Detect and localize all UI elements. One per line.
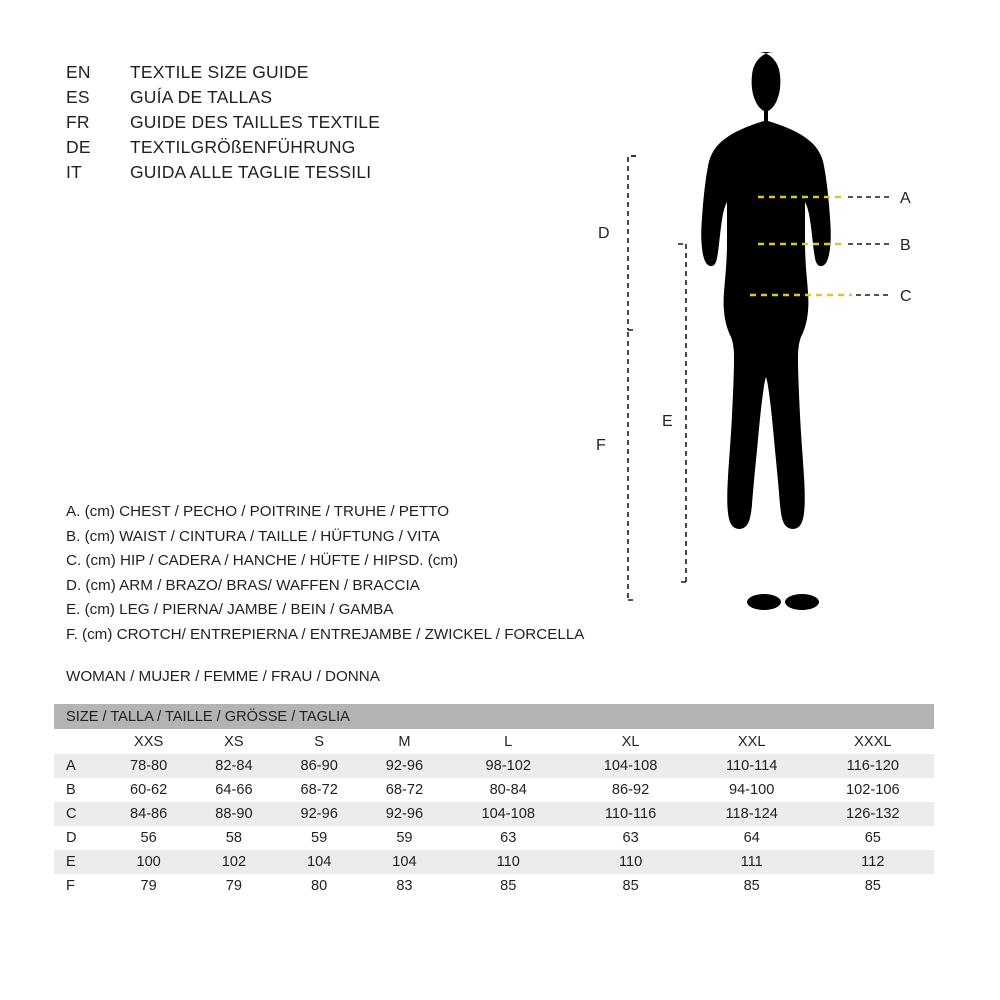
table-header-label: SIZE / TALLA / TAILLE / GRÖSSE / TAGLIA — [54, 704, 934, 729]
cell-d-xxxl: 65 — [864, 830, 881, 846]
cell-b-xl: 86-92 — [611, 782, 650, 798]
cell-f-xl: 85 — [622, 878, 639, 894]
legend-item-d: D. (cm) ARM / BRAZO/ BRAS/ WAFFEN / BRACCIA — [66, 576, 420, 594]
cell-d-xxs: 56 — [140, 830, 157, 846]
cell-b-xs: 64-66 — [215, 782, 253, 798]
cell-b-m: 68-72 — [385, 782, 424, 798]
cell-c-s: 92-96 — [300, 806, 338, 822]
measure-label-c: C — [900, 288, 912, 305]
cell-a-xs: 82-84 — [215, 758, 253, 774]
size-col-xl: XL — [621, 733, 640, 750]
table-row-sizes — [54, 729, 934, 754]
cell-e-xxs: 100 — [136, 854, 161, 870]
measure-label-f: F — [596, 437, 606, 454]
cell-b-xxl: 94-100 — [728, 782, 775, 798]
title-row-es — [66, 87, 546, 112]
cell-a-l: 98-102 — [485, 758, 531, 774]
measure-label-a: A — [900, 190, 911, 207]
sizes-row-corner — [54, 729, 106, 754]
row-label-b: B — [66, 782, 76, 798]
cell-d-m: 59 — [396, 830, 413, 846]
female-silhouette — [701, 52, 831, 610]
title-lang-es: ES — [66, 87, 90, 107]
table-row — [54, 802, 934, 826]
cell-e-xl: 110 — [618, 854, 643, 870]
size-col-s: S — [314, 733, 325, 750]
cell-c-m: 92-96 — [385, 806, 424, 822]
cell-c-xs: 88-90 — [215, 806, 253, 822]
cell-e-xxl: 111 — [740, 854, 763, 870]
title-text-es: GUÍA DE TALLAS — [130, 87, 273, 107]
cell-e-xs: 102 — [221, 854, 247, 870]
cell-b-l: 80-84 — [489, 782, 527, 798]
cell-f-xxxl: 85 — [864, 878, 881, 894]
cell-a-m: 92-96 — [385, 758, 424, 774]
cell-c-xxxl: 126-132 — [846, 806, 900, 822]
measure-label-d: D — [598, 225, 610, 242]
cell-f-s: 80 — [311, 878, 328, 894]
cell-a-xxs: 78-80 — [129, 758, 168, 774]
title-row-en — [66, 62, 546, 87]
table-header-row — [54, 704, 934, 729]
cell-d-xs: 58 — [225, 830, 243, 846]
cell-f-xxl: 85 — [743, 878, 760, 894]
size-col-m: M — [398, 733, 411, 750]
table-row — [54, 874, 934, 898]
row-label-f: F — [66, 878, 75, 894]
row-label-c: C — [66, 806, 77, 822]
cell-c-l: 104-108 — [481, 806, 536, 822]
size-col-xxs: XXS — [134, 733, 164, 750]
cell-c-xl: 110-116 — [604, 806, 657, 822]
cell-e-s: 104 — [306, 854, 332, 870]
bracket-arm — [628, 156, 636, 600]
title-row-de — [66, 137, 546, 162]
cell-b-s: 68-72 — [300, 782, 338, 798]
gender-caption: WOMAN / MUJER / FEMME / FRAU / DONNA — [66, 668, 380, 685]
legend-item-c: C. (cm) HIP / CADERA / HANCHE / HÜFTE / HIPSD. (cm) — [66, 552, 459, 570]
row-label-e: E — [66, 854, 76, 870]
title-row-it — [66, 162, 546, 187]
cell-f-l: 85 — [500, 878, 517, 894]
cell-a-xxl: 110-114 — [725, 758, 778, 774]
cell-a-s: 86-90 — [300, 758, 338, 774]
title-text-en: TEXTILE SIZE GUIDE — [130, 62, 309, 82]
cell-a-xl: 104-108 — [603, 758, 658, 774]
cell-f-m: 83 — [396, 878, 413, 894]
title-row-fr — [66, 112, 546, 137]
cell-e-l: 110 — [496, 854, 520, 870]
measure-label-b: B — [900, 237, 911, 254]
measure-leaders — [848, 197, 890, 295]
title-lang-it: IT — [66, 162, 82, 182]
cell-f-xxs: 79 — [140, 878, 157, 894]
size-col-xxl: XXL — [737, 733, 766, 750]
cell-f-xs: 79 — [225, 878, 243, 894]
legend-item-e: E. (cm) LEG / PIERNA/ JAMBE / BEIN / GAMBA — [66, 601, 394, 619]
table-row — [54, 778, 934, 802]
cell-a-xxxl: 116-120 — [846, 758, 900, 774]
cell-d-xxl: 64 — [743, 830, 760, 846]
legend-item-f: F. (cm) CROTCH/ ENTREPIERNA / ENTREJAMBE / ZWICKEL / FORCELLA — [66, 625, 585, 643]
legend-item-a: A. (cm) CHEST / PECHO / POITRINE / TRUHE / PETTO — [66, 503, 450, 520]
title-lang-de: DE — [66, 137, 91, 157]
title-block — [66, 62, 546, 187]
title-text-it: GUIDA ALLE TAGLIE TESSILI — [130, 162, 372, 182]
title-lang-fr: FR — [66, 112, 90, 132]
size-col-xxxl: XXXL — [854, 733, 892, 750]
title-lang-en: EN — [66, 62, 91, 82]
cell-b-xxs: 60-62 — [129, 782, 168, 798]
cell-c-xxl: 118-124 — [725, 806, 778, 822]
cell-e-m: 104 — [392, 854, 417, 870]
row-label-a: A — [66, 758, 76, 774]
cell-d-xl: 63 — [622, 830, 639, 846]
legend-item-b: B. (cm) WAIST / CINTURA / TAILLE / HÜFTUNG / VITA — [66, 527, 440, 545]
legend-block — [66, 500, 626, 648]
title-text-de: TEXTILGRÖßENFÜHRUNG — [130, 137, 356, 157]
size-col-l: L — [504, 733, 513, 750]
cell-d-l: 63 — [500, 830, 517, 846]
title-text-fr: GUIDE DES TAILLES TEXTILE — [130, 112, 381, 132]
cell-d-s: 59 — [311, 830, 328, 846]
cell-c-xxs: 84-86 — [129, 806, 168, 822]
table-row — [54, 754, 934, 778]
cell-b-xxxl: 102-106 — [846, 782, 900, 798]
cell-e-xxxl: 112 — [861, 854, 885, 870]
table-row — [54, 850, 934, 874]
row-label-d: D — [66, 830, 77, 846]
size-col-xs: XS — [224, 733, 244, 750]
measure-label-e: E — [662, 413, 673, 430]
bracket-leg — [678, 244, 686, 582]
table-row — [54, 826, 934, 850]
size-table — [54, 704, 934, 898]
